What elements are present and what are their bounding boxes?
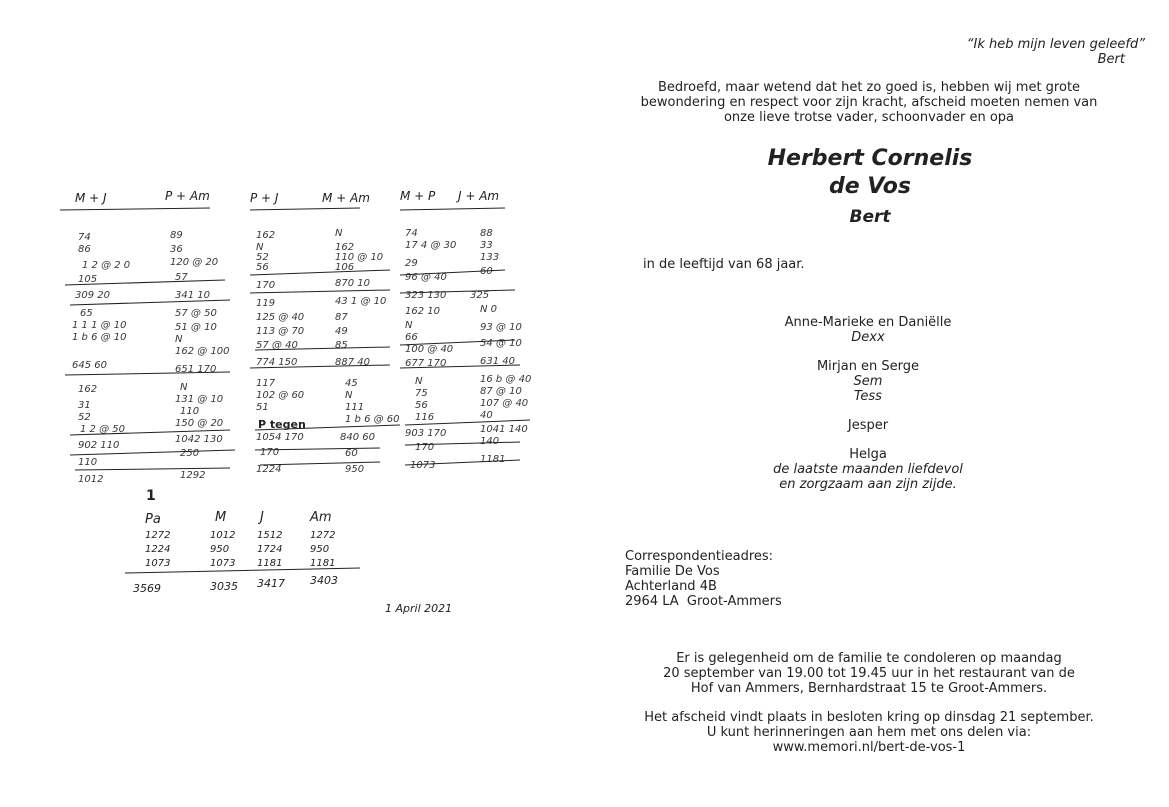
- svg-text:170: 170: [260, 447, 280, 458]
- family-names: Anne-Marieke en Daniëlle: [784, 315, 952, 330]
- farewell-line: U kunt herinneringen aan hem met ons delen via:: [706, 725, 1032, 740]
- svg-text:29: 29: [405, 258, 418, 269]
- svg-text:1 2 @ 2 0: 1 2 @ 2 0: [82, 260, 131, 271]
- hw-header: J + Am: [458, 189, 500, 203]
- svg-text:57: 57: [175, 272, 188, 283]
- age-text: in de leeftijd van 68 jaar.: [643, 257, 805, 272]
- svg-text:1012: 1012: [78, 474, 104, 485]
- svg-text:56: 56: [256, 262, 269, 273]
- svg-text:1 1 1 @ 10: 1 1 1 @ 10: [72, 320, 127, 331]
- summary-header: Pa: [145, 512, 161, 527]
- intro-line: Bedroefd, maar wetend dat het zo goed is, hebben wij met grote: [657, 80, 1081, 95]
- svg-text:31: 31: [78, 400, 91, 411]
- svg-text:631 40: 631 40: [480, 356, 515, 367]
- svg-text:N: N: [175, 334, 183, 345]
- svg-text:110 @ 10: 110 @ 10: [335, 252, 384, 263]
- summary-cell: 1724: [257, 544, 283, 555]
- svg-text:131 @ 10: 131 @ 10: [175, 394, 224, 405]
- address-line: Familie De Vos: [625, 564, 720, 579]
- svg-text:65: 65: [80, 308, 93, 319]
- svg-text:1073: 1073: [410, 460, 436, 471]
- svg-text:52: 52: [256, 252, 269, 263]
- svg-text:110: 110: [78, 457, 98, 468]
- svg-text:840 60: 840 60: [340, 432, 375, 443]
- svg-text:60: 60: [345, 448, 358, 459]
- family-list: [720, 315, 1016, 506]
- intro-line: bewondering en respect voor zijn kracht, afscheid moeten nemen van: [640, 95, 1098, 110]
- family-group: [720, 359, 1016, 404]
- svg-text:74: 74: [405, 228, 418, 239]
- address-line: 2964 LA Groot-Ammers: [625, 594, 782, 609]
- svg-text:645 60: 645 60: [72, 360, 107, 371]
- svg-text:74: 74: [78, 232, 91, 243]
- family-names: Mirjan en Serge: [816, 359, 920, 374]
- family-child: Sem: [853, 374, 883, 389]
- svg-text:86: 86: [78, 244, 91, 255]
- hw-header: M + P: [400, 189, 436, 203]
- hw-header: M + Am: [322, 191, 370, 205]
- svg-text:52: 52: [78, 412, 91, 423]
- summary-header: Am: [310, 510, 332, 525]
- svg-text:87 @ 10: 87 @ 10: [480, 386, 522, 397]
- svg-text:85: 85: [335, 340, 348, 351]
- svg-text:1 b 6 @ 60: 1 b 6 @ 60: [345, 414, 400, 425]
- family-names: Helga: [849, 447, 887, 462]
- summary-cell: 950: [310, 544, 330, 555]
- svg-text:1041 140: 1041 140: [480, 424, 528, 435]
- summary-cell: 1272: [310, 530, 336, 541]
- svg-text:162 @ 100: 162 @ 100: [175, 346, 230, 357]
- svg-text:117: 117: [256, 378, 276, 389]
- svg-text:57 @ 50: 57 @ 50: [175, 308, 217, 319]
- svg-text:1181: 1181: [480, 454, 506, 465]
- svg-text:902 110: 902 110: [78, 440, 120, 451]
- svg-text:162: 162: [78, 384, 98, 395]
- svg-text:250: 250: [180, 448, 200, 459]
- svg-text:40: 40: [480, 410, 493, 421]
- svg-text:113 @ 70: 113 @ 70: [256, 326, 305, 337]
- name-line-1: Herbert Cornelis: [767, 146, 973, 171]
- svg-text:36: 36: [170, 244, 183, 255]
- svg-text:133: 133: [480, 252, 500, 263]
- svg-text:106: 106: [335, 262, 355, 273]
- svg-text:N: N: [180, 382, 188, 393]
- hw-header: P + Am: [165, 189, 210, 203]
- family-note: de laatste maanden liefdevol: [773, 462, 963, 477]
- svg-text:49: 49: [335, 326, 348, 337]
- svg-text:125 @ 40: 125 @ 40: [256, 312, 305, 323]
- svg-text:1 b 6 @ 10: 1 b 6 @ 10: [72, 332, 127, 343]
- farewell-line: Het afscheid vindt plaats in besloten kring op dinsdag 21 september.: [644, 710, 1094, 725]
- summary-cell: 1012: [210, 530, 236, 541]
- svg-text:N 0: N 0: [480, 304, 498, 315]
- svg-text:341 10: 341 10: [175, 290, 210, 301]
- hw-p-label: P tegen: [258, 418, 306, 431]
- svg-text:1224: 1224: [256, 464, 282, 475]
- svg-text:88: 88: [480, 228, 493, 239]
- svg-text:162 10: 162 10: [405, 306, 440, 317]
- svg-text:170: 170: [256, 280, 276, 291]
- svg-text:1 2 @ 50: 1 2 @ 50: [80, 424, 125, 435]
- hw-header: P + J: [250, 191, 279, 205]
- correspondence-label: Correspondentieadres:: [625, 549, 774, 564]
- quote-author: Bert: [1097, 52, 1125, 67]
- svg-text:119: 119: [256, 298, 276, 309]
- svg-text:75: 75: [415, 388, 428, 399]
- family-child: Dexx: [851, 330, 885, 345]
- summary-total: 3417: [257, 577, 285, 590]
- deceased-nickname: Bert: [849, 207, 891, 227]
- summary-cell: 1224: [145, 544, 171, 555]
- svg-text:1042 130: 1042 130: [175, 434, 223, 445]
- ceremony-info: [604, 651, 1134, 755]
- svg-text:110: 110: [180, 406, 200, 417]
- svg-text:N: N: [335, 228, 343, 239]
- svg-text:887 40: 887 40: [335, 357, 370, 368]
- svg-text:96 @ 40: 96 @ 40: [405, 272, 447, 283]
- svg-text:51 @ 10: 51 @ 10: [175, 322, 217, 333]
- address-line: Achterland 4B: [625, 579, 717, 594]
- summary-cell: 1181: [310, 558, 336, 569]
- summary-cell: 1073: [210, 558, 236, 569]
- svg-text:120 @ 20: 120 @ 20: [170, 257, 219, 268]
- svg-text:677 170: 677 170: [405, 358, 447, 369]
- summary-cell: 1272: [145, 530, 171, 541]
- svg-text:93 @ 10: 93 @ 10: [480, 322, 522, 333]
- svg-text:N: N: [345, 390, 353, 401]
- summary-cell: 1512: [257, 530, 283, 541]
- deceased-name: [680, 145, 1060, 201]
- svg-text:66: 66: [405, 332, 418, 343]
- svg-text:162: 162: [256, 230, 276, 241]
- summary-cell: 950: [210, 544, 230, 555]
- quote-text: “Ik heb mijn leven geleefd”: [966, 37, 1145, 52]
- svg-text:323 130: 323 130: [405, 290, 447, 301]
- svg-text:325: 325: [470, 290, 490, 301]
- svg-text:33: 33: [480, 240, 493, 251]
- svg-text:950: 950: [345, 464, 365, 475]
- summary-total: 3403: [310, 574, 338, 587]
- svg-text:N: N: [415, 376, 423, 387]
- svg-text:1292: 1292: [180, 470, 206, 481]
- svg-text:105: 105: [78, 274, 98, 285]
- svg-text:651 170: 651 170: [175, 364, 217, 375]
- svg-text:45: 45: [345, 378, 358, 389]
- name-line-2: de Vos: [829, 174, 911, 199]
- svg-text:903 170: 903 170: [405, 428, 447, 439]
- svg-text:870 10: 870 10: [335, 278, 370, 289]
- svg-text:43 1 @ 10: 43 1 @ 10: [335, 296, 387, 307]
- svg-text:54 @ 10: 54 @ 10: [480, 338, 522, 349]
- handwritten-tally: [60, 180, 540, 620]
- quote-block: [745, 37, 1145, 67]
- svg-text:57 @ 40: 57 @ 40: [256, 340, 298, 351]
- summary-cell: 1073: [145, 558, 171, 569]
- svg-text:140: 140: [480, 436, 500, 447]
- family-group: [720, 315, 1016, 345]
- summary-header: M: [215, 510, 227, 525]
- summary-header: J: [260, 510, 264, 525]
- svg-text:N: N: [256, 242, 264, 253]
- memori-link[interactable]: www.memori.nl/bert-de-vos-1: [772, 740, 966, 755]
- svg-text:89: 89: [170, 230, 183, 241]
- svg-text:774 150: 774 150: [256, 357, 298, 368]
- intro-text: [604, 80, 1134, 125]
- summary-cell: 1181: [257, 558, 283, 569]
- svg-text:162: 162: [335, 242, 355, 253]
- correspondence-address: [625, 549, 782, 609]
- svg-text:87: 87: [335, 312, 348, 323]
- summary-total: 3569: [133, 582, 161, 595]
- hw-header: M + J: [75, 191, 107, 205]
- svg-text:309 20: 309 20: [75, 290, 110, 301]
- hw-date: 1 April 2021: [385, 602, 453, 615]
- svg-text:N: N: [405, 320, 413, 331]
- svg-text:17 4 @ 30: 17 4 @ 30: [405, 240, 457, 251]
- family-group: [720, 447, 1016, 492]
- svg-text:107 @ 40: 107 @ 40: [480, 398, 529, 409]
- svg-text:150 @ 20: 150 @ 20: [175, 418, 224, 429]
- family-names: Jesper: [847, 418, 889, 433]
- condolence-line: Hof van Ammers, Bernhardstraat 15 te Groot-Ammers.: [690, 681, 1048, 696]
- condolence-line: 20 september van 19.00 tot 19.45 uur in het restaurant van de: [663, 666, 1075, 681]
- svg-text:16 b @ 40: 16 b @ 40: [480, 374, 532, 385]
- svg-text:111: 111: [345, 402, 365, 413]
- family-group: [720, 418, 1016, 433]
- family-note: en zorgzaam aan zijn zijde.: [779, 477, 957, 492]
- svg-text:100 @ 40: 100 @ 40: [405, 344, 454, 355]
- svg-text:51: 51: [256, 402, 269, 413]
- summary-total: 3035: [210, 580, 238, 593]
- family-child: Tess: [854, 389, 882, 404]
- hw-marker: 1: [146, 488, 156, 504]
- svg-text:116: 116: [415, 412, 435, 423]
- svg-text:102 @ 60: 102 @ 60: [256, 390, 305, 401]
- svg-text:1054 170: 1054 170: [256, 432, 304, 443]
- svg-text:170: 170: [415, 442, 435, 453]
- intro-line: onze lieve trotse vader, schoonvader en opa: [723, 110, 1015, 125]
- svg-text:60: 60: [480, 266, 493, 277]
- svg-text:56: 56: [415, 400, 428, 411]
- condolence-line: Er is gelegenheid om de familie te condoleren op maandag: [676, 651, 1062, 666]
